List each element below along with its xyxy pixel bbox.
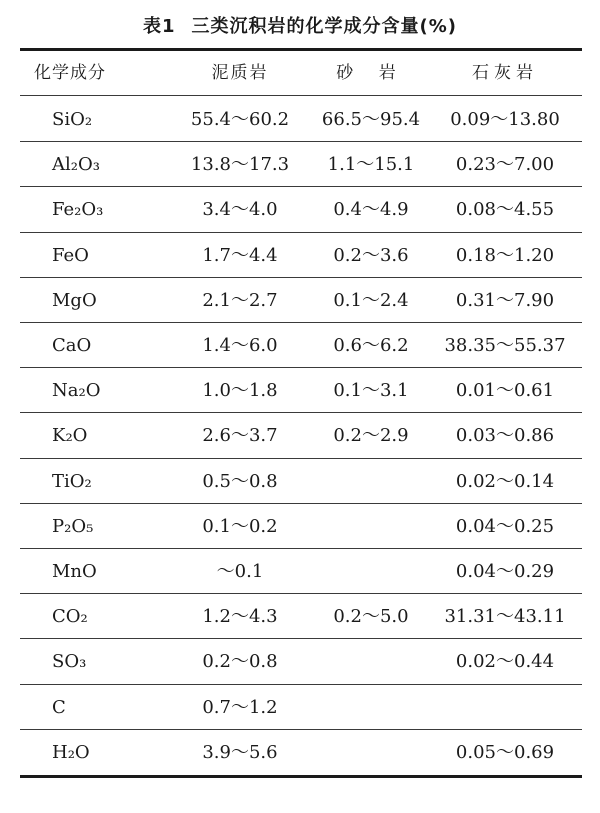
cell-mudstone: 1.0～1.8: [202, 380, 278, 402]
cell-sandstone: [312, 504, 430, 550]
cell-sandstone: 0.1～2.4: [333, 289, 409, 311]
cell-sandstone: 66.5～95.4: [321, 109, 421, 130]
cell-limestone: 0.23～7.00: [455, 154, 555, 176]
table-number: 表1: [142, 16, 176, 37]
cell-limestone: 0.05～0.69: [455, 741, 555, 763]
cell-composition: TiO₂: [52, 470, 92, 492]
cell-mudstone: 0.2～0.8: [202, 651, 278, 673]
cell-mudstone: 55.4～60.2: [190, 109, 290, 130]
cell-limestone: 0.02～0.44: [455, 651, 555, 673]
cell-mudstone: ～0.1: [216, 561, 264, 582]
cell-mudstone: 0.1～0.2: [202, 515, 278, 537]
cell-sandstone: [312, 639, 430, 685]
cell-mudstone: 13.8～17.3: [190, 154, 290, 176]
cell-limestone: 0.02～0.14: [455, 470, 555, 492]
cell-composition: MnO: [52, 561, 97, 582]
cell-mudstone: 0.7～1.2: [202, 696, 278, 718]
cell-sandstone: [312, 459, 430, 505]
cell-sandstone: 0.6～6.2: [333, 335, 409, 356]
cell-sandstone: 0.4～4.9: [333, 199, 409, 221]
header-composition: 化学成分: [34, 63, 106, 83]
cell-limestone: [438, 685, 572, 731]
cell-limestone: 0.09～13.80: [450, 109, 560, 130]
table-title: 三类沉积岩的化学成分含量(%): [191, 16, 458, 37]
bottom-rule: [20, 775, 582, 778]
cell-composition: FeO: [52, 244, 89, 266]
cell-composition: SiO₂: [52, 109, 93, 130]
cell-sandstone: 1.1～15.1: [327, 154, 415, 176]
cell-limestone: 0.31～7.90: [455, 289, 555, 311]
cell-limestone: 0.04～0.25: [455, 515, 555, 537]
cell-mudstone: 1.2～4.3: [202, 606, 278, 628]
header-divider: [20, 95, 582, 96]
cell-composition: MgO: [52, 289, 97, 311]
cell-limestone: 31.31～43.11: [444, 606, 566, 628]
header-limestone: 石灰岩: [472, 63, 538, 83]
cell-limestone: 0.01～0.61: [455, 380, 555, 402]
cell-composition: P₂O₅: [52, 515, 94, 537]
table-caption: [0, 12, 600, 38]
cell-mudstone: 3.4～4.0: [202, 199, 278, 221]
cell-sandstone: [312, 730, 430, 776]
cell-composition: H₂O: [52, 741, 90, 763]
cell-limestone: 0.03～0.86: [455, 425, 555, 447]
cell-composition: CO₂: [52, 606, 88, 628]
cell-composition: Na₂O: [52, 380, 101, 402]
cell-composition: SO₃: [52, 651, 87, 673]
header-sandstone: 砂 岩: [336, 63, 406, 83]
cell-composition: Al₂O₃: [52, 154, 100, 176]
cell-limestone: 0.04～0.29: [455, 561, 555, 582]
cell-sandstone: 0.2～2.9: [333, 425, 409, 447]
cell-composition: K₂O: [52, 425, 88, 447]
header-mudstone: 泥质岩: [211, 63, 269, 83]
cell-mudstone: 2.1～2.7: [202, 289, 278, 311]
cell-mudstone: 2.6～3.7: [202, 425, 278, 447]
cell-limestone: 0.18～1.20: [455, 244, 555, 266]
cell-sandstone: 0.1～3.1: [333, 380, 409, 402]
cell-mudstone: 1.4～6.0: [202, 335, 278, 356]
cell-mudstone: 3.9～5.6: [202, 741, 278, 763]
cell-sandstone: [312, 549, 430, 595]
cell-sandstone: 0.2～3.6: [333, 244, 409, 266]
cell-composition: C: [52, 696, 66, 718]
cell-sandstone: [312, 685, 430, 731]
cell-sandstone: 0.2～5.0: [333, 606, 409, 628]
cell-composition: CaO: [52, 335, 92, 356]
cell-limestone: 0.08～4.55: [455, 199, 555, 221]
cell-mudstone: 0.5～0.8: [202, 470, 278, 492]
cell-composition: Fe₂O₃: [52, 199, 104, 221]
cell-mudstone: 1.7～4.4: [202, 244, 278, 266]
cell-limestone: 38.35～55.37: [444, 335, 566, 356]
